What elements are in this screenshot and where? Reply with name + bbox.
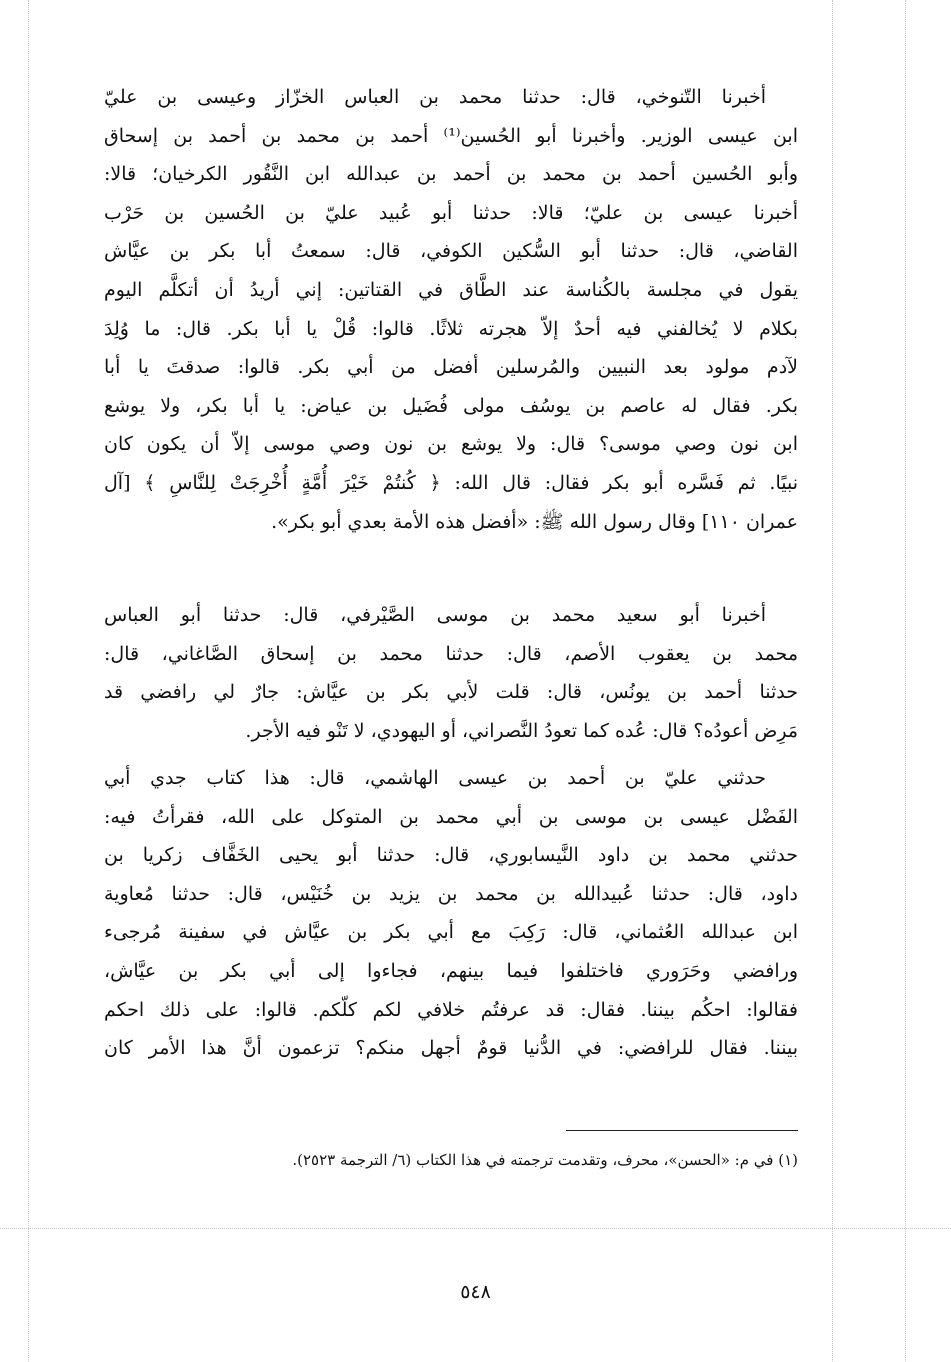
text-line: حدثني عليّ بن أحمد بن عيسى الهاشمي، قال: هذا كتاب جدي أبي (104, 767, 766, 789)
text-line: أخبرنا التّنوخي، قال: حدثنا محمد بن العباس الخزّاز وعيسى بن عليّ (104, 86, 766, 108)
text-line: نبيًا. ثم فَسَّره أبو بكر فقال: قال الله: ﴿ كُنتُمْ خَيْرَ أُمَّةٍ أُخْرِجَتْ لِلنَّاسِ ﴾ [آل (104, 471, 798, 494)
text-line: الفَضْل عيسى بن موسى بن أبي محمد بن المتوكل على الله، فقرأتُ فيه: (104, 805, 798, 828)
scan-guide-line (0, 1228, 951, 1229)
text-line: ابن عبدالله العُثماني، قال: رَكِبَ مع أبي بكر بن عيَّاش في سفينة مُرجىء (104, 921, 798, 944)
text-line: وأبو الحُسين أحمد بن محمد بن أحمد بن عبدالله ابن النَّقُور الكرخيان؛ قالا: (104, 163, 798, 186)
text-line: بيننا. فقال للرافضي: في الدُّنيا قومٌ أجهل منكم؟ تزعمون أنَّ هذا الأمر كان (104, 1037, 798, 1060)
text-line: حدثني محمد بن داود النَّيسابوري، قال: حدثنا أبو يحيى الخَفَّاف زكريا بن (104, 844, 798, 867)
text-line: فقالوا: احكُم بيننا. فقال: قد عرفتُم خلافي لكم كلّكم. قالوا: على ذلك احكم (104, 998, 798, 1021)
text-line: يقول في مجلسة بالكُناسة عند الطَّاق في القتاتين: إني أريدُ أن أتكلَّم اليوم (104, 278, 798, 301)
text-line: القاضي، قال: حدثنا أبو السُّكين الكوفي، قال: سمعتُ أبا بكر بن عيَّاش (104, 240, 798, 263)
scan-guide-line (905, 0, 906, 1362)
text-line: أخبرنا أبو سعيد محمد بن موسى الصَّيْرفي، قال: حدثنا أبو العباس (104, 604, 766, 626)
text-line: ابن عيسى الوزير. وأخبرنا أبو الحُسين⁽¹⁾ أحمد بن محمد بن أحمد بن إسحاق (104, 124, 798, 147)
scan-guide-line (28, 0, 29, 1362)
page-number: ٥٤٨ (460, 1281, 491, 1303)
footnote: (١) في م: «الحسن»، محرف، وتقدمت ترجمته في هذا الكتاب (٦/ الترجمة ٢٥٢٣). (292, 1151, 798, 1169)
text-line: ورافضي وحَرَوري فاختلفوا فيما بينهم، فجاءوا إلى أبي بكر بن عيَّاش، (104, 959, 798, 982)
text-line: محمد بن يعقوب الأصم، قال: حدثنا محمد بن إسحاق الصَّاغاني، قال: (104, 642, 798, 665)
text-line: ابن نون وصي موسى؟ قال: ولا يوشع بن نون وصي موسى إلاّ أن يكون كان (104, 433, 798, 456)
footnote-divider (566, 1130, 798, 1131)
text-line: لآدم مولود بعد النبيين والمُرسلين أفضل من أبي بكر. قالوا: صدقتَ يا أبا (104, 356, 798, 379)
paragraph-2 (104, 596, 798, 750)
text-line: أخبرنا عيسى بن عليّ؛ قالا: حدثنا أبو عُبيد عليّ بن الحُسين بن حَرْب (104, 201, 798, 224)
text-line: عمران ١١٠] وقال رسول الله ﷺ: «أفضل هذه الأمة بعدي أبو بكر». (271, 510, 798, 533)
text-line: بكلام لا يُخالفني فيه أحدٌ إلاّ هجرته ثلاثًا. قالوا: قُلْ يا أبا بكر. قال: ما وُلِدَ (104, 317, 798, 340)
text-line: مَرِض أعودُه؟ قال: عُده كما تعودُ النَّصراني، أو اليهودي، لا تَنْو فيه الأجر. (245, 719, 798, 742)
text-line: داود، قال: حدثنا عُبيدالله بن محمد بن يزيد بن خُنَيْس، قال: حدثنا مُعاوية (104, 882, 798, 905)
paragraph-1 (104, 78, 798, 541)
text-line: حدثنا أحمد بن يونُس، قال: قلت لأبي بكر بن عيَّاش: جارٌ لي رافضي قد (104, 681, 798, 704)
scan-guide-line (832, 0, 833, 1362)
paragraph-3 (104, 759, 798, 1068)
text-line: بكر. فقال له عاصم بن يوسُف مولى فُضَيل بن عياض: يا أبا بكر، ولا يوشع (104, 394, 798, 417)
